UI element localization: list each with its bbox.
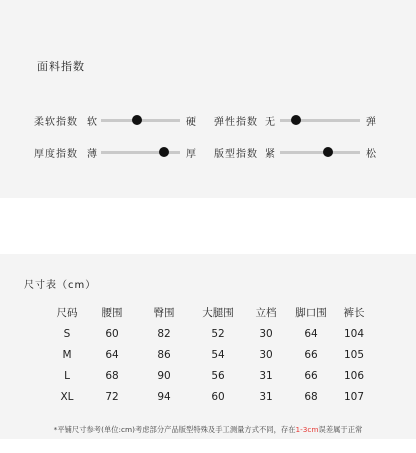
elasticity-slider-row <box>214 113 384 127</box>
table-cell: 68 <box>105 369 119 382</box>
note-text: *平铺尺寸参考(单位:cm)考虑部分产品版型特殊及手工测量方式不同，存在 <box>53 425 296 434</box>
slider-label: 版型指数 <box>214 149 258 160</box>
table-cell: 66 <box>304 369 318 382</box>
table-cell: 86 <box>157 348 171 361</box>
table-cell: 54 <box>211 348 225 361</box>
fabric-index-panel <box>0 0 416 198</box>
measurement-note <box>0 425 416 435</box>
slider-max-label: 松 <box>366 149 376 160</box>
slider-max-label: 弹 <box>366 117 376 128</box>
table-cell: 66 <box>304 348 318 361</box>
table-row <box>48 386 372 407</box>
table-cell: 30 <box>259 327 273 340</box>
table-cell: 31 <box>259 390 273 403</box>
table-cell: 60 <box>105 327 119 340</box>
slider-knob[interactable] <box>323 147 333 157</box>
slider-label: 厚度指数 <box>34 149 78 160</box>
slider-knob[interactable] <box>159 147 169 157</box>
table-cell: M <box>62 348 72 361</box>
slider-min-label: 软 <box>87 117 97 128</box>
column-header: 腰围 <box>101 307 123 319</box>
table-row <box>48 323 372 344</box>
table-cell: 64 <box>304 327 318 340</box>
table-cell: 82 <box>157 327 171 340</box>
size-chart-title: 尺寸表（cm） <box>24 280 97 291</box>
table-cell: S <box>63 327 71 340</box>
table-cell: 90 <box>157 369 171 382</box>
slider-knob[interactable] <box>132 115 142 125</box>
table-cell: 106 <box>343 369 365 382</box>
slider-max-label: 硬 <box>186 117 196 128</box>
table-cell: 30 <box>259 348 273 361</box>
slider-max-label: 厚 <box>186 149 196 160</box>
slider-knob[interactable] <box>291 115 301 125</box>
table-cell: 105 <box>343 348 365 361</box>
column-header: 裤长 <box>343 307 365 319</box>
fit-slider-row <box>214 145 384 159</box>
table-cell: 72 <box>105 390 119 403</box>
column-header: 尺码 <box>56 307 78 319</box>
size-table <box>48 302 372 407</box>
slider-min-label: 薄 <box>87 149 97 160</box>
table-cell: 64 <box>105 348 119 361</box>
slider-label: 弹性指数 <box>214 117 258 128</box>
table-cell: 31 <box>259 369 273 382</box>
table-cell: 68 <box>304 390 318 403</box>
slider-min-label: 紧 <box>265 149 275 160</box>
table-cell: 56 <box>211 369 225 382</box>
table-cell: L <box>64 369 70 382</box>
note-tolerance-highlight: 1-3cm <box>295 425 319 434</box>
column-header: 立档 <box>255 307 277 319</box>
table-header-row <box>48 302 372 323</box>
thickness-slider-row <box>34 145 204 159</box>
slider-track[interactable] <box>280 151 360 154</box>
column-header: 大腿围 <box>202 307 234 319</box>
table-cell: 104 <box>343 327 365 340</box>
column-header: 臀围 <box>153 307 175 319</box>
slider-label: 柔软指数 <box>34 117 78 128</box>
table-cell: XL <box>60 390 74 403</box>
column-header: 脚口围 <box>295 307 327 319</box>
table-cell: 94 <box>157 390 171 403</box>
table-cell: 107 <box>343 390 365 403</box>
softness-slider-row <box>34 113 204 127</box>
table-row <box>48 365 372 386</box>
fabric-index-title: 面料指数 <box>37 60 85 73</box>
slider-min-label: 无 <box>265 117 275 128</box>
table-row <box>48 344 372 365</box>
note-text-end: 误差属于正常 <box>318 425 363 434</box>
table-cell: 52 <box>211 327 225 340</box>
table-cell: 60 <box>211 390 225 403</box>
